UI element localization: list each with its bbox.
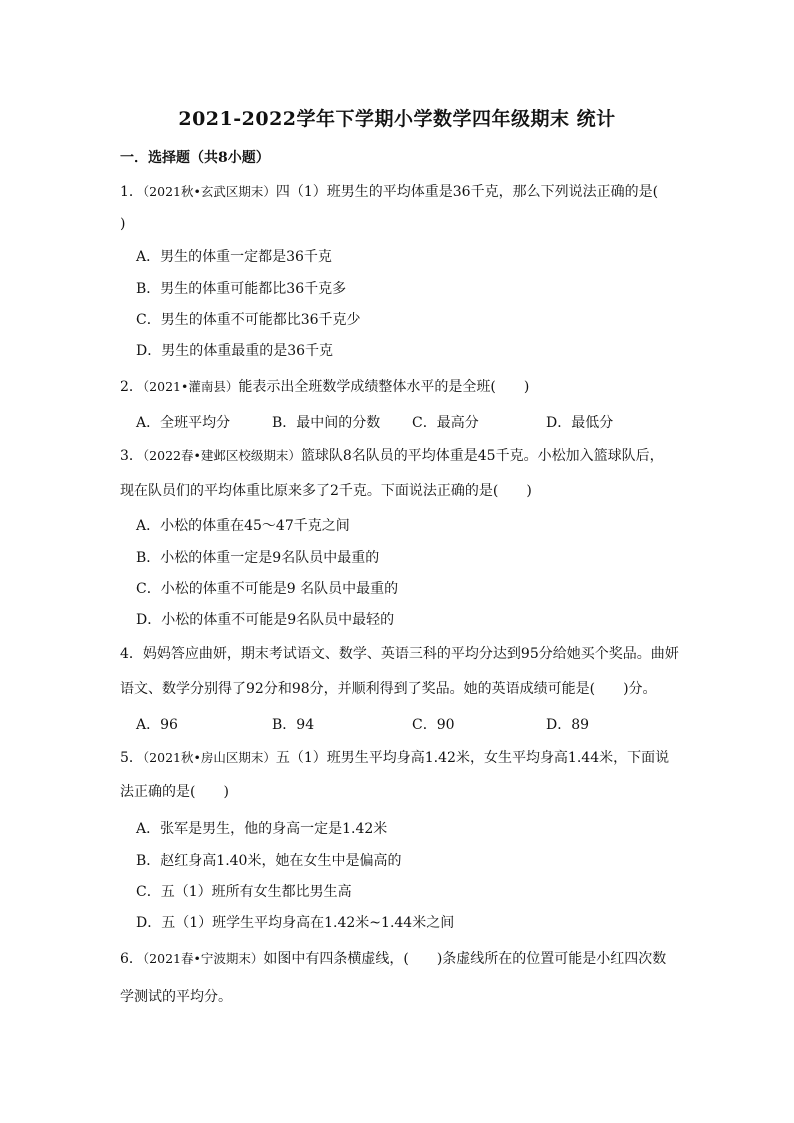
question-source: （2022春•建邺区校级期末）	[142, 448, 301, 463]
question-1-option-d: D．男生的体重最重的是36千克	[136, 343, 334, 359]
question-3-option-b: B．小松的体重一定是9名队员中最重的	[136, 550, 380, 566]
question-3-stem	[120, 447, 664, 465]
question-4-stem-cont: 语文、数学分别得了92分和98分，并顺利得到了奖品。她的英语成绩可能是( )分。	[120, 681, 657, 697]
question-5-option-d: D．五（1）班学生平均身高在1.42米~1.44米之间	[136, 915, 455, 931]
question-text: 如图中有四条横虚线，( )条虚线所在的位置可能是小红四次数	[263, 951, 667, 967]
question-text: 篮球队8名队员的平均体重是45千克。小松加入篮球队后，	[300, 448, 664, 464]
question-5-option-c: C．五（1）班所有女生都比男生高	[136, 884, 352, 900]
question-6-stem	[120, 950, 666, 968]
question-6-stem-cont: 学测试的平均分。	[120, 989, 232, 1005]
question-1-stem-cont: )	[120, 216, 126, 232]
question-2-stem	[120, 378, 529, 396]
question-number: 2．	[120, 379, 143, 395]
question-4-option-d: D．89	[546, 717, 590, 733]
question-3-option-a: A．小松的体重在45～47千克之间	[136, 518, 350, 534]
question-number: 3．	[120, 448, 143, 464]
question-3-stem-cont: 现在队员们的平均体重比原来多了2千克。下面说法正确的是( )	[120, 483, 532, 499]
question-5-option-b: B．赵红身高1.40米，她在女生中是偏高的	[136, 853, 402, 869]
question-3-option-c: C．小松的体重不可能是9 名队员中最重的	[136, 581, 399, 597]
question-1-option-b: B．男生的体重可能都比36千克多	[136, 281, 347, 297]
question-4-option-c: C．90	[412, 717, 455, 733]
question-5-option-a: A．张军是男生，他的身高一定是1.42米	[136, 821, 388, 837]
question-4-stem	[120, 645, 679, 663]
question-2-option-d: D．最低分	[546, 415, 614, 431]
question-1-option-c: C．男生的体重不可能都比36千克少	[136, 312, 361, 328]
question-4-option-b: B．94	[272, 717, 315, 733]
question-number: 6．	[120, 951, 143, 967]
question-4-option-a: A．96	[136, 717, 178, 733]
question-5-stem	[120, 749, 669, 767]
question-source: （2021春•宁波期末）	[142, 951, 264, 966]
question-number: 1．	[120, 184, 143, 200]
question-2-option-b: B．最中间的分数	[272, 415, 381, 431]
question-2-option-a: A．全班平均分	[136, 415, 231, 431]
question-5-stem-cont: 法正确的是( )	[120, 784, 229, 800]
question-text: 五（1）班男生平均身高1.42米，女生平均身高1.44米，下面说	[275, 750, 670, 766]
question-text: 妈妈答应曲妍，期末考试语文、数学、英语三科的平均分达到95分给她买个奖品。曲妍	[142, 646, 679, 662]
question-2-option-c: C．最高分	[412, 415, 479, 431]
question-3-option-d: D．小松的体重不可能是9名队员中最轻的	[136, 612, 395, 628]
question-number: 4．	[120, 646, 143, 662]
section-heading: 一．选择题（共8小题）	[120, 150, 270, 166]
question-source: （2021秋•房山区期末）	[142, 750, 276, 765]
question-1-stem	[120, 183, 658, 201]
question-1-option-a: A．男生的体重一定都是36千克	[136, 249, 332, 265]
question-text: 四（1）班男生的平均体重是36千克，那么下列说法正确的是(	[275, 184, 659, 200]
page-title: 2021-2022学年下学期小学数学四年级期末 统计	[178, 108, 616, 130]
question-source: （2021秋•玄武区期末）	[142, 184, 276, 199]
question-text: 能表示出全班数学成绩整体水平的是全班( )	[238, 379, 530, 395]
question-source: （2021•灌南县）	[142, 379, 239, 394]
question-number: 5．	[120, 750, 143, 766]
